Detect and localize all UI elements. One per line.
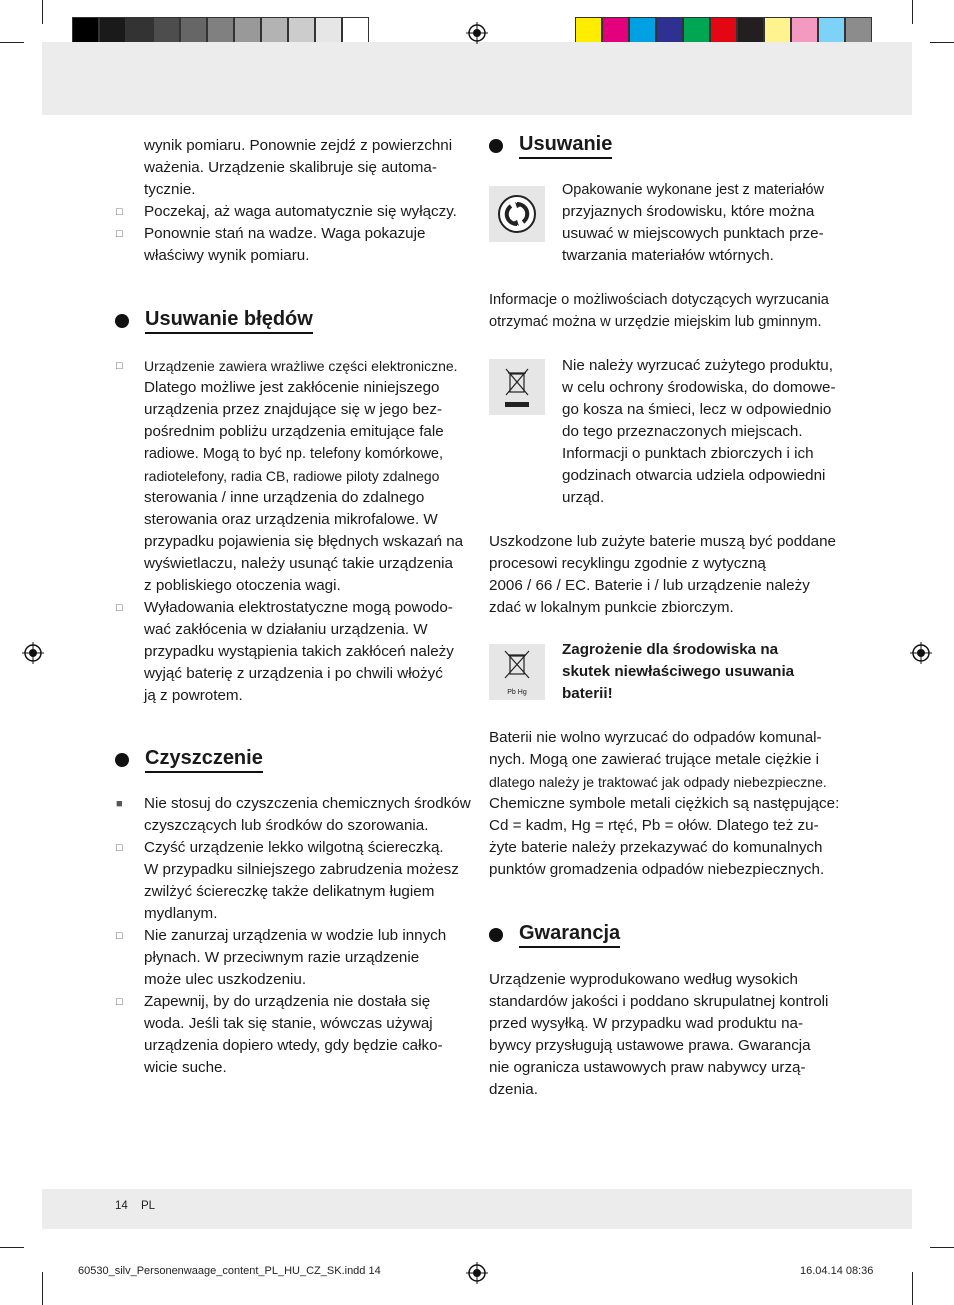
text-line: Informacji o punktach zbiorczych i ich	[562, 445, 814, 462]
list-item	[116, 925, 476, 991]
text-line: przed wysyłką. W przypadku wad produktu na-	[489, 1015, 804, 1032]
intro-paragraph	[144, 135, 474, 201]
cleaning-list	[116, 793, 476, 1079]
checkbox-icon: □	[116, 842, 123, 854]
text-line: radiowe. Mogą to być np. telefony komórkowe,	[144, 446, 444, 462]
text-line: urządzenia przez znajdujące się w jego bez-	[144, 401, 443, 418]
text-line: Zapewnij, by do urządzenia nie dostała się	[144, 993, 431, 1010]
text-line: baterii!	[562, 685, 613, 702]
warning-paragraph	[562, 639, 852, 705]
text-line: dlatego należy je traktować jak odpady niebezpieczne.	[489, 774, 827, 790]
text-line: 2006 / 66 / EC. Baterie i / lub urządzenie należy	[489, 577, 810, 594]
crop-mark	[930, 1247, 954, 1248]
text-line: Baterii nie wolno wyrzucać do odpadów komunal-	[489, 729, 822, 746]
text-line: żyte baterie należy przekazywać do komunalnych	[489, 839, 823, 856]
crop-mark	[930, 42, 954, 43]
text-line: godzinach otwarcia udziela odpowiedni	[562, 467, 826, 484]
page-number: 14	[115, 1200, 128, 1212]
text-line: standardów jakości i poddano skrupulatnej kontroli	[489, 993, 829, 1010]
errors-list	[116, 355, 476, 707]
text-line: wynik pomiaru. Ponownie zejdź z powierzchni	[144, 137, 453, 154]
warranty-paragraph	[489, 969, 849, 1101]
text-line: skutek niewłaściwego usuwania	[562, 663, 795, 680]
text-line: Chemiczne symbole metali ciężkich są następujące:	[489, 795, 840, 812]
text-line: dzenia.	[489, 1081, 538, 1098]
crop-mark	[42, 1272, 43, 1305]
list-item	[116, 223, 476, 267]
text-line: go kosza na śmieci, lecz w odpowiednio	[562, 401, 832, 418]
list-item	[116, 355, 476, 597]
heading-text: Czyszczenie	[145, 746, 263, 773]
text-line: pośrednim pobliżu urządzenia emitujące fale	[144, 423, 444, 440]
text-line: do tego przeznaczonych miejscach.	[562, 423, 803, 440]
text-line: W przypadku silniejszego zabrudzenia możesz	[144, 861, 459, 878]
crop-mark	[0, 1247, 24, 1248]
crossed-bin-icon	[489, 359, 545, 415]
list-item	[116, 201, 476, 223]
text-line: przypadku pojawienia się błędnych wskazań na	[144, 533, 464, 550]
checkbox-icon: □	[116, 228, 123, 240]
section-heading-disposal	[489, 132, 612, 159]
crop-mark	[42, 0, 43, 24]
registration-mark-icon	[910, 642, 932, 664]
registration-mark-icon	[466, 22, 488, 44]
batteries-paragraph	[489, 531, 849, 619]
list-item	[116, 793, 476, 837]
text-line: Wyładowania elektrostatyczne mogą powodo-	[144, 599, 453, 616]
heading-text: Usuwanie	[519, 132, 612, 159]
filled-square-icon: ■	[116, 798, 123, 810]
text-line: czyszczących lub środków do szorowania.	[144, 817, 429, 834]
bullet-icon	[489, 139, 503, 153]
registration-mark-icon	[22, 642, 44, 664]
bullet-icon	[115, 314, 129, 328]
text-line: Opakowanie wykonane jest z materiałów	[562, 182, 824, 198]
list-item	[116, 991, 476, 1079]
text-line: Poczekaj, aż waga automatycznie się wyłączy.	[144, 203, 457, 220]
heading-text: Usuwanie błędów	[145, 307, 313, 334]
text-line: tycznie.	[144, 181, 196, 198]
registration-mark-icon	[466, 1262, 488, 1284]
checkbox-icon: □	[116, 360, 123, 372]
text-line: w celu ochrony środowiska, do domowe-	[562, 379, 836, 396]
text-line: otrzymać można w urzędzie miejskim lub gminnym.	[489, 314, 822, 330]
text-line: wyjąć baterię z urządzenia i po chwili włożyć	[144, 665, 443, 682]
text-line: Uszkodzone lub zużyte baterie muszą być poddane	[489, 533, 836, 550]
section-heading-errors	[115, 307, 313, 334]
crop-mark	[912, 0, 913, 24]
text-line: urządzenia dopiero wtedy, gdy będzie całko-	[144, 1037, 443, 1054]
text-line: wać zakłócenia w działaniu urządzenia. W	[144, 621, 428, 638]
text-line: radiotelefony, radia CB, radiowe piloty zdalnego	[144, 468, 440, 484]
text-line: ważenia. Urządzenie skalibruje się automa-	[144, 159, 437, 176]
crop-mark	[912, 1272, 913, 1305]
text-line: wyświetlaczu, należy usunąć takie urządzenia	[144, 555, 453, 572]
text-line: punktów gromadzenia odpadów niebezpiecznych.	[489, 861, 825, 878]
text-line: z pobliskiego otoczenia wagi.	[144, 577, 341, 594]
bullet-icon	[489, 928, 503, 942]
pb-hg-label: Pb Hg	[507, 689, 527, 696]
text-line: Cd = kadm, Hg = rtęć, Pb = ołów. Dlatego też zu-	[489, 817, 819, 834]
text-line: Nie stosuj do czyszczenia chemicznych środków	[144, 795, 471, 812]
section-heading-cleaning	[115, 746, 263, 773]
packaging-paragraph	[562, 179, 852, 267]
file-name: 60530_silv_Personenwaage_content_PL_HU_CZ_SK.indd 14	[78, 1265, 381, 1277]
text-line: bywcy przysługują ustawowe prawa. Gwarancja	[489, 1037, 811, 1054]
text-line: zwilżyć ściereczkę także delikatnym ługiem	[144, 883, 435, 900]
text-line: procesowi recyklingu zgodnie z wytyczną	[489, 555, 766, 572]
checkbox-icon: □	[116, 206, 123, 218]
text-line: mydlanym.	[144, 905, 218, 922]
text-line: właściwy wynik pomiaru.	[144, 247, 310, 264]
info-paragraph	[489, 289, 849, 333]
checkbox-icon: □	[116, 930, 123, 942]
checkbox-icon: □	[116, 996, 123, 1008]
green-dot-recycling-icon	[489, 186, 545, 242]
text-line: może ulec uszkodzeniu.	[144, 971, 307, 988]
text-line: woda. Jeśli tak się stanie, wówczas używaj	[144, 1015, 433, 1032]
text-line: nych. Mogą one zawierać trujące metale ciężkie i	[489, 751, 820, 768]
text-line: Nie zanurzaj urządzenia w wodzie lub innych	[144, 927, 447, 944]
text-line: Urządzenie wyprodukowano według wysokich	[489, 971, 798, 988]
text-line: przyjaznych środowisku, które można	[562, 203, 815, 220]
list-item	[116, 837, 476, 925]
text-line: Dlatego możliwe jest zakłócenie niniejszego	[144, 379, 440, 396]
text-line: usuwać w miejscowych punktach prze-	[562, 225, 824, 242]
header-band	[42, 42, 912, 115]
footer-band	[42, 1189, 912, 1229]
text-line: Informacje o możliwościach dotyczących wyrzucania	[489, 292, 829, 308]
text-line: wicie suche.	[144, 1059, 227, 1076]
list-item	[116, 597, 476, 707]
text-line: Nie należy wyrzucać zużytego produktu,	[562, 357, 833, 374]
text-line: przypadku wystąpienia takich zakłóceń należy	[144, 643, 454, 660]
language-code: PL	[141, 1200, 156, 1212]
battery-bin-icon	[489, 644, 545, 700]
text-line: nie ogranicza ustawowych praw nabywcy urzą-	[489, 1059, 806, 1076]
text-line: płynach. W przeciwnym razie urządzenie	[144, 949, 420, 966]
text-line: Urządzenie zawiera wrażliwe części elektroniczne.	[144, 358, 458, 374]
text-line: Zagrożenie dla środowiska na	[562, 641, 779, 658]
text-line: ją z powrotem.	[144, 687, 243, 704]
text-line: twarzania materiałów wtórnych.	[562, 247, 774, 264]
section-heading-warranty	[489, 921, 620, 948]
weee-paragraph	[562, 355, 852, 509]
print-date: 16.04.14 08:36	[800, 1265, 874, 1277]
text-line: zdać w lokalnym punkcie zbiorczym.	[489, 599, 734, 616]
text-line: sterowania / inne urządzenia do zdalnego	[144, 489, 425, 506]
heading-text: Gwarancja	[519, 921, 620, 948]
text-line: Czyść urządzenie lekko wilgotną ściereczką.	[144, 839, 444, 856]
text-line: urząd.	[562, 489, 605, 506]
checkbox-icon: □	[116, 602, 123, 614]
text-line: sterowania oraz urządzenia mikrofalowe. W	[144, 511, 438, 528]
bullet-icon	[115, 753, 129, 767]
text-line: Ponownie stań na wadze. Waga pokazuje	[144, 225, 426, 242]
intro-list	[116, 201, 476, 267]
hazard-paragraph	[489, 727, 849, 881]
crop-mark	[0, 42, 24, 43]
